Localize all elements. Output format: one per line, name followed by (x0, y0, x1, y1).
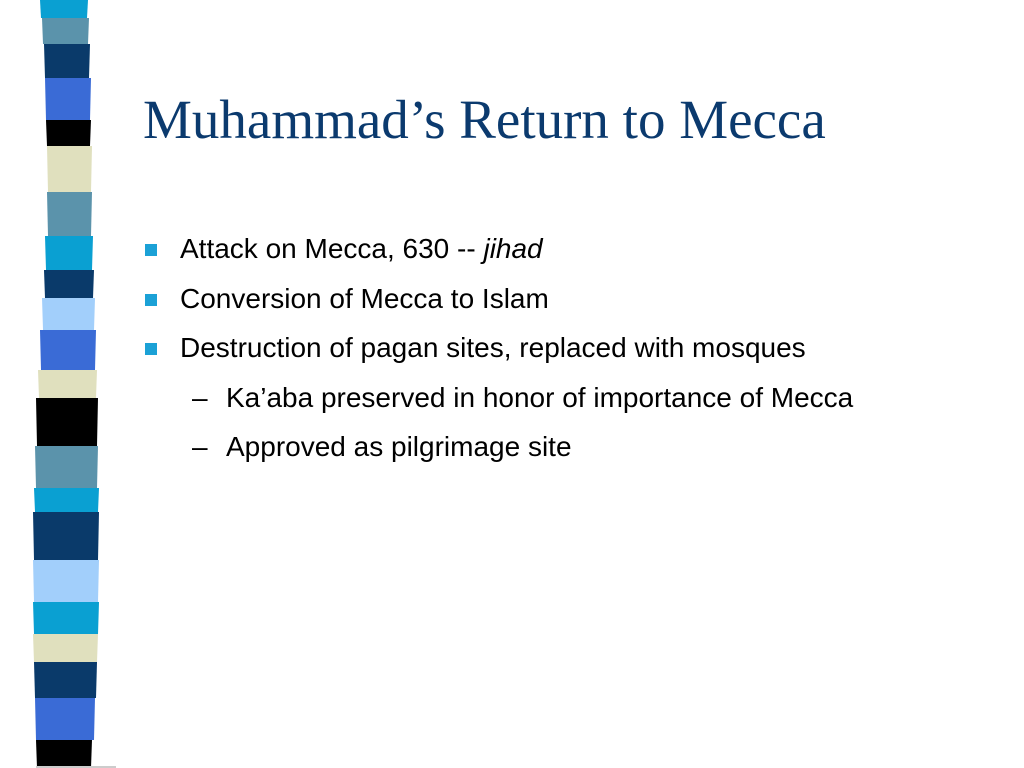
sub-bullet-text: Ka’aba preserved in honor of importance of Mecca (226, 381, 854, 413)
square-bullet-icon (145, 343, 157, 355)
stripe-band (44, 270, 94, 298)
square-bullet-icon (145, 294, 157, 306)
stripe-band (36, 740, 92, 768)
stripe-band (40, 330, 96, 370)
sub-bullet-item (143, 422, 1003, 472)
bullet-item (143, 274, 1003, 324)
slide-body (143, 224, 1003, 472)
stripe-band (44, 44, 90, 78)
sub-bullet-text: Approved as pilgrimage site (226, 431, 572, 462)
bullet-text: Attack on Mecca, 630 -- jihad (180, 233, 543, 264)
bullet-item (143, 224, 1003, 274)
stripe-band (36, 398, 98, 446)
stripe-band (47, 192, 92, 236)
stripe-band (34, 488, 99, 512)
bullet-item (143, 323, 1003, 373)
stripe-band (42, 18, 89, 44)
stripe-band (45, 78, 91, 120)
sub-bullet-item (143, 373, 1003, 423)
square-bullet-icon (145, 244, 157, 256)
stripe-band (45, 236, 93, 270)
dash-bullet-icon: – (192, 431, 208, 462)
stripe-band (40, 0, 88, 18)
stripe-band (47, 146, 92, 192)
bullet-emphasis: jihad (483, 233, 543, 264)
stripe-band (33, 634, 98, 662)
stripe-band (42, 298, 95, 330)
stripe-band (33, 512, 99, 560)
stripe-band (33, 602, 99, 634)
bullet-text: Destruction of pagan sites, replaced with mosques (180, 332, 806, 363)
bullet-text: Conversion of Mecca to Islam (180, 282, 549, 314)
stripe-band (38, 370, 97, 398)
stripe-band (34, 662, 97, 698)
stripe-band (35, 446, 98, 488)
stripe-band (46, 120, 91, 146)
dash-bullet-icon: – (192, 381, 208, 413)
slide-title: Muhammad’s Return to Mecca (143, 89, 826, 150)
decorative-stripe-banner (0, 0, 140, 768)
stripe-band (33, 560, 99, 602)
stripe-band (35, 698, 95, 740)
